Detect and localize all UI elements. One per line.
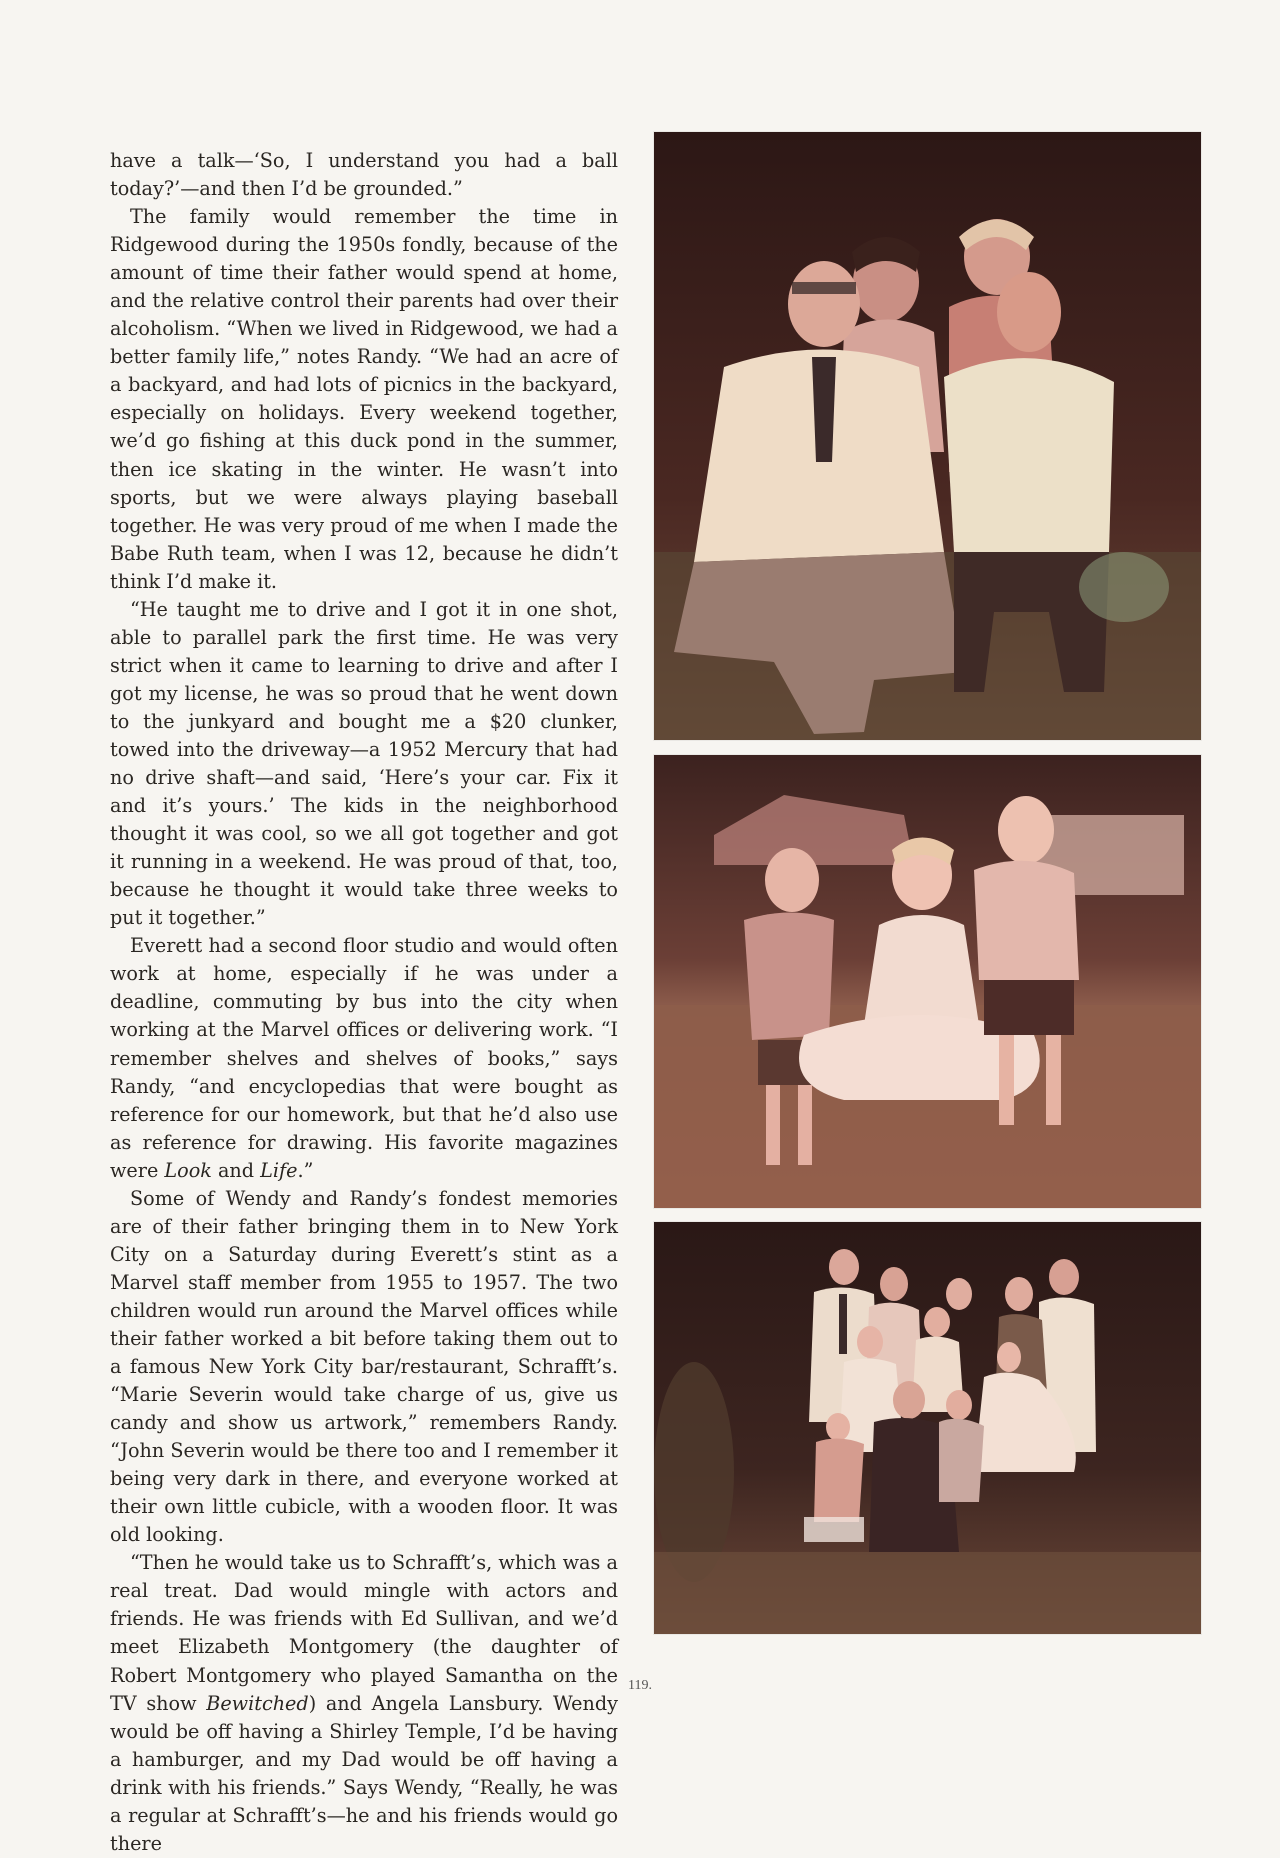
paragraph-3: “He taught me to drive and I got it in one shot, able to parallel park the first time. He was very strict when it came to learning to drive and after I got my license, he was so proud that he went down to the junkyard and bought me a $20 clunker, towed into the driveway—a 1952 Mercury that had no drive shaft—and said, ‘Here’s your car. Fix it and it’s yours.’ The kids in the neighborhood thought it was cool, so we all got together and got it running in a weekend. He was proud of that, too, because he thought it would take three weeks to put it together.” — [110, 597, 618, 930]
paragraph-6-text-b: ) and Angela Lansbury. Wendy would be off having a Shirley Temple, I’d be having a hamburger, and my Dad would be off having a drink with his friends.” Says Wendy, “Really, he was a regular at Schrafft’s—he and his friends would go there — [110, 1691, 618, 1855]
paragraph-4-text-a: Everett had a second floor studio and would often work at home, especially if he was under a deadline, commuting by bus into the city when working at the Marvel offices or delivering work. “I remember shelves and shelves of books,” says Randy, “and encyclopedias that were bought as reference for our homework, but that he’d also use as reference for drawing. His favorite magazines were — [110, 934, 618, 1182]
paragraph-5: Some of Wendy and Randy’s fondest memories are of their father bringing them in to New York City on a Saturday during Everett’s stint as a Marvel staff member from 1955 to 1957. The two children would run around the Marvel offices while their father worked a bit before taking them out to a famous New York City bar/restaurant, Schrafft’s. “Marie Severin would take charge of us, give us candy and show us artwork,” remembers Randy. “John Severin would be there too and I remember it being very dark in there, and everyone worked at their own little cubicle, with a wooden floor. It was old looking. — [110, 1186, 618, 1547]
photo-four-adults — [654, 132, 1201, 740]
paragraph-4-text-b: and — [211, 1158, 261, 1182]
photo-family-group — [654, 1222, 1201, 1634]
photo-three-children — [654, 755, 1201, 1208]
page-number: 119. — [628, 1678, 652, 1693]
paragraph-4 — [110, 932, 618, 1184]
paragraph-2: The family would remember the time in Ridgewood during the 1950s fondly, because of the amount of time their father would spend at home, and the relative control their parents had over their alcoholism. “When we lived in Ridgewood, we had a better family life,” notes Randy. “We had an acre of a backyard, and had lots of picnics in the backyard, especially on holidays. Every weekend together, we’d go fishing at this duck pond in the summer, then ice skating in the winter. He wasn’t into sports, but we were always playing baseball together. He was very proud of me when I made the Babe Ruth team, when I was 12, because he didn’t think I’d make it. — [110, 205, 618, 593]
tv-show-title-bewitched: Bewitched — [206, 1691, 309, 1715]
paragraph-6 — [110, 1549, 618, 1858]
body-text-column — [110, 147, 618, 1858]
magazine-title-look: Look — [164, 1158, 212, 1182]
paragraph-6-text-a: “Then he would take us to Schrafft’s, which was a real treat. Dad would mingle with actors and friends. He was friends with Ed Sullivan, and we’d meet Elizabeth Montgomery (the daughter of Robert Montgomery who played Samantha on the TV show — [110, 1551, 618, 1715]
magazine-title-life: Life — [260, 1158, 298, 1182]
paragraph-1: have a talk—‘So, I understand you had a ball today?’—and then I’d be grounded.” — [110, 149, 618, 201]
paragraph-4-text-c: .” — [297, 1158, 314, 1182]
